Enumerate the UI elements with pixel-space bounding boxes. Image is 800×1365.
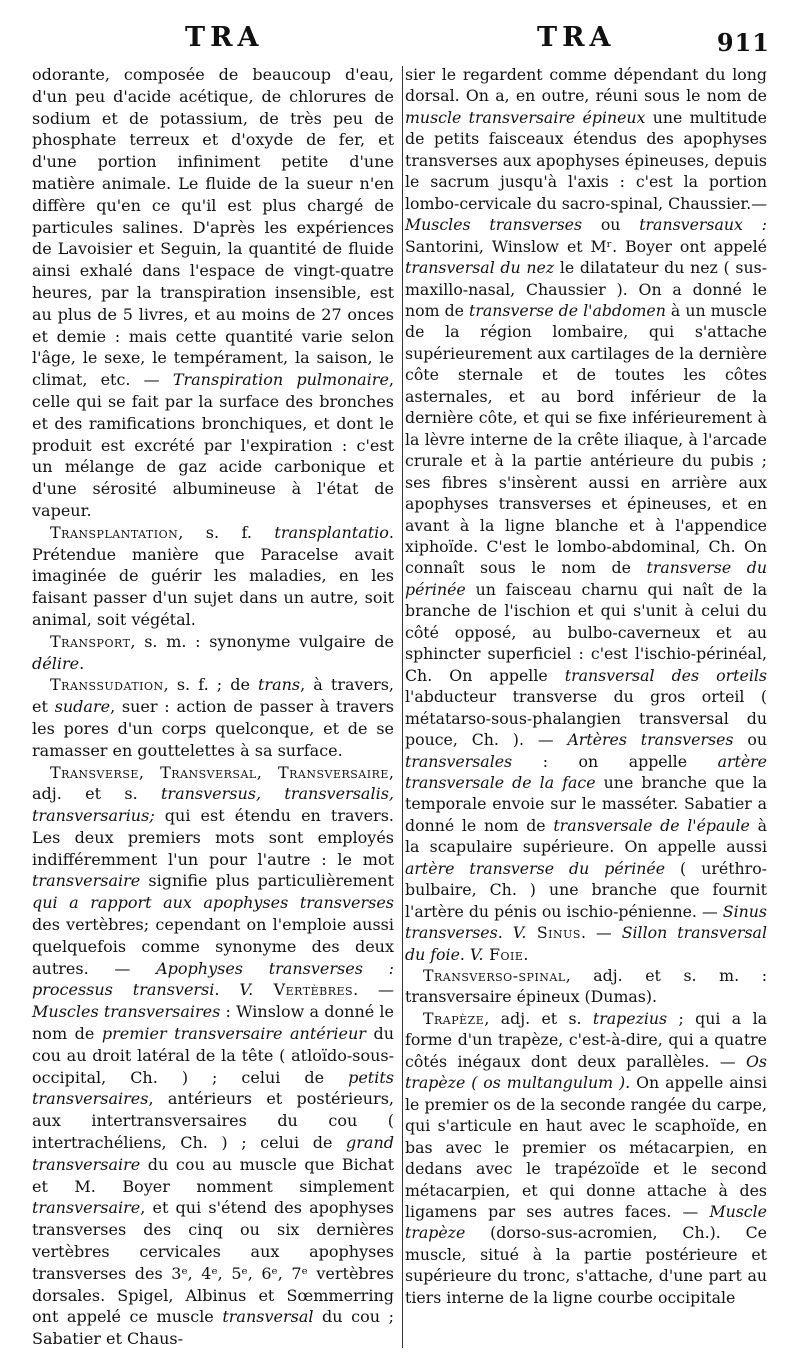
entry-transplantation: Transplantation, s. f. transplantatio. Prétendue manière que Paracelse avait imaginée de guérir les maladies, en les faisant passer d'un sujet dans un autre, soit animal, soit végétal. [32,522,394,629]
entry-transverse: Transverse, Transversal, Transversaire, adj. et s. transversus, transversalis, transversarius; qui est étendu en travers. Les deux premiers mots sont employés indifféremment l'un pour l'autre : le mot transversaire signifie plus particulièrement qui a rapport aux apophyses transverses des vertèbres; cependant on l'emploie aussi quelquefois comme synonyme des deux autres. — Apophyses transverses : processus transversi. V. Vertèbres. — Muscles transversaires : Winslow a donné le nom de premier transversaire antérieur du cou au droit latéral de la tête ( atloïdo-sous-occipital, Ch. ) ; celui de petits transversaires, antérieurs et postérieurs, aux intertransversaires du cou ( intertrachéliens, Ch. ) ; celui de grand transversaire du cou au muscle que Bichat et M. Boyer nomment simplement transversaire, et qui s'étend des apophyses transverses des cinq ou six dernières vertèbres cervicales aux apophyses transverses des 3ᵉ, 4ᵉ, 5ᵉ, 6ᵉ, 7ᵉ vertèbres dorsales. Spigel, Albinus et Sœmmerring ont appelé ce muscle transversal du cou ; Sabatier et Chaus- [32,762,395,1349]
entry-transverso-spinal: Transverso-spinal, adj. et s. m. : transversaire épineux (Dumas). [405,966,767,1007]
headword: Transport [50,631,131,651]
entry-trapeze: Trapèze, adj. et s. trapezius ; qui a la forme d'un trapèze, c'est-à-dire, qui a quatre côtés inégaux dont deux parallèles. — Os trapèze ( os multangulum ). On appelle ainsi le premier os de la seconde rangée du carpe, qui s'articule en haut avec le scaphoïde, en bas avec le premier os métacarpien, en dedans avec le trapézoïde et le second métacarpien, et qui donne attache à des ligamens par ses autres faces. — Muscle trapèze (dorso-sus-acromien, Ch.). Ce muscle, situé à la partie postérieure et supérieure du tronc, s'attache, d'une part au tiers interne de la ligne courbe occipitale [405,1008,767,1307]
entry-transsudation: Transsudation, s. f. ; de trans, à travers, et sudare, suer : action de passer à travers les pores d'un corps quelconque, et de se ramasser en gouttelettes à sa surface. [32,675,395,760]
right-column [405,64,767,1308]
headword: Transsudation [50,675,164,695]
headword: Transplantation [50,522,179,542]
headword: Trapèze [423,1008,485,1028]
left-column [32,64,394,1350]
headword: Transverse, Transversal, Transversaire [50,762,389,782]
paragraph-transverse-continued: sier le regardent comme dépendant du long dorsal. On a, en outre, réuni sous le nom de muscle transversaire épineux une multitude de petits faisceaux étendus des apophyses transverses aux apophyses épineuses, depuis le sacrum jusqu'à l'axis : c'est la portion lombo-cervicale du sacro-spinal, Chaussier.— Muscles transverses ou transversaux : Santorini, Winslow et Mʳ. Boyer ont appelé transversal du nez le dilatateur du nez ( sus-maxillo-nasal, Chaussier ). On a donné le nom de transverse de l'abdomen à un muscle de la région lombaire, qui s'attache supérieurement aux cartilages de la dernière côte sternale et de toutes les côtes asternales, et au bord inférieur de la dernière côte, et qui se fixe inférieurement à la lèvre interne de la crête iliaque, à l'arcade crurale et à la partie antérieure du pubis ; ses fibres s'insèrent aussi en arrière aux apophyses transverses et épineuses, et en avant à la ligne blanche et à l'appendice xiphoïde. C'est le lombo-abdominal, Ch. On connaît sous le nom de transverse du périnée un faisceau charnu qui naît de la branche de l'ischion et qui s'unit à celui du côté opposé, au bulbo-caverneux et au sphincter superficiel : c'est l'ischio-périnéal, Ch. On appelle transversal des orteils l'abducteur transverse du gros orteil ( métatarso-sous-phalangien transversal du pouce, Ch. ). — Artères transverses ou transversales : on appelle artère transversale de la face une branche que la temporale envoie sur le masséter. Sabatier a donné le nom de transversale de l'épaule à la scapulaire supérieure. On appelle aussi artère transverse du périnée ( uréthro-bulbaire, Ch. ) une branche que fournit l'artère du pénis ou ischio-pénienne. — Sinus transverses. V. Sinus. — Sillon transversal du foie. V. Foie. [405,65,768,964]
running-head-right: TRA [537,22,616,53]
paragraph-transpiration: odorante, composée de beaucoup d'eau, d'un peu d'acide acétique, de chlorures de sodium et de potassium, de très peu de phosphate terreux et d'oxyde de fer, et d'une portion infiniment petite d'une matière animale. Le fluide de la sueur n'en diffère qu'en ce qu'il est plus chargé de particules salines. D'après les expériences de Lavoisier et Seguin, la quantité de fluide ainsi exhalé dans l'espace de vingt-quatre heures, par la transpiration insensible, est au plus de 5 livres, et au moins de 27 onces et demie : mais cette quantité varie selon l'âge, le sexe, le tempérament, la saison, le climat, etc. — Transpiration pulmonaire, celle qui se fait par la surface des bronches et des ramifications bronchiques, et dont le produit est excrété par l'expiration : c'est un mélange de gaz acide carbonique et d'une sérosité albumineuse à l'état de vapeur. [32,65,395,520]
entry-transport: Transport, s. m. : synonyme vulgaire de délire. [32,631,394,673]
page-number: 911 [716,28,770,57]
headword: Transverso-spinal [423,966,566,986]
column-divider [402,66,403,1348]
running-head-left: TRA [185,22,264,53]
